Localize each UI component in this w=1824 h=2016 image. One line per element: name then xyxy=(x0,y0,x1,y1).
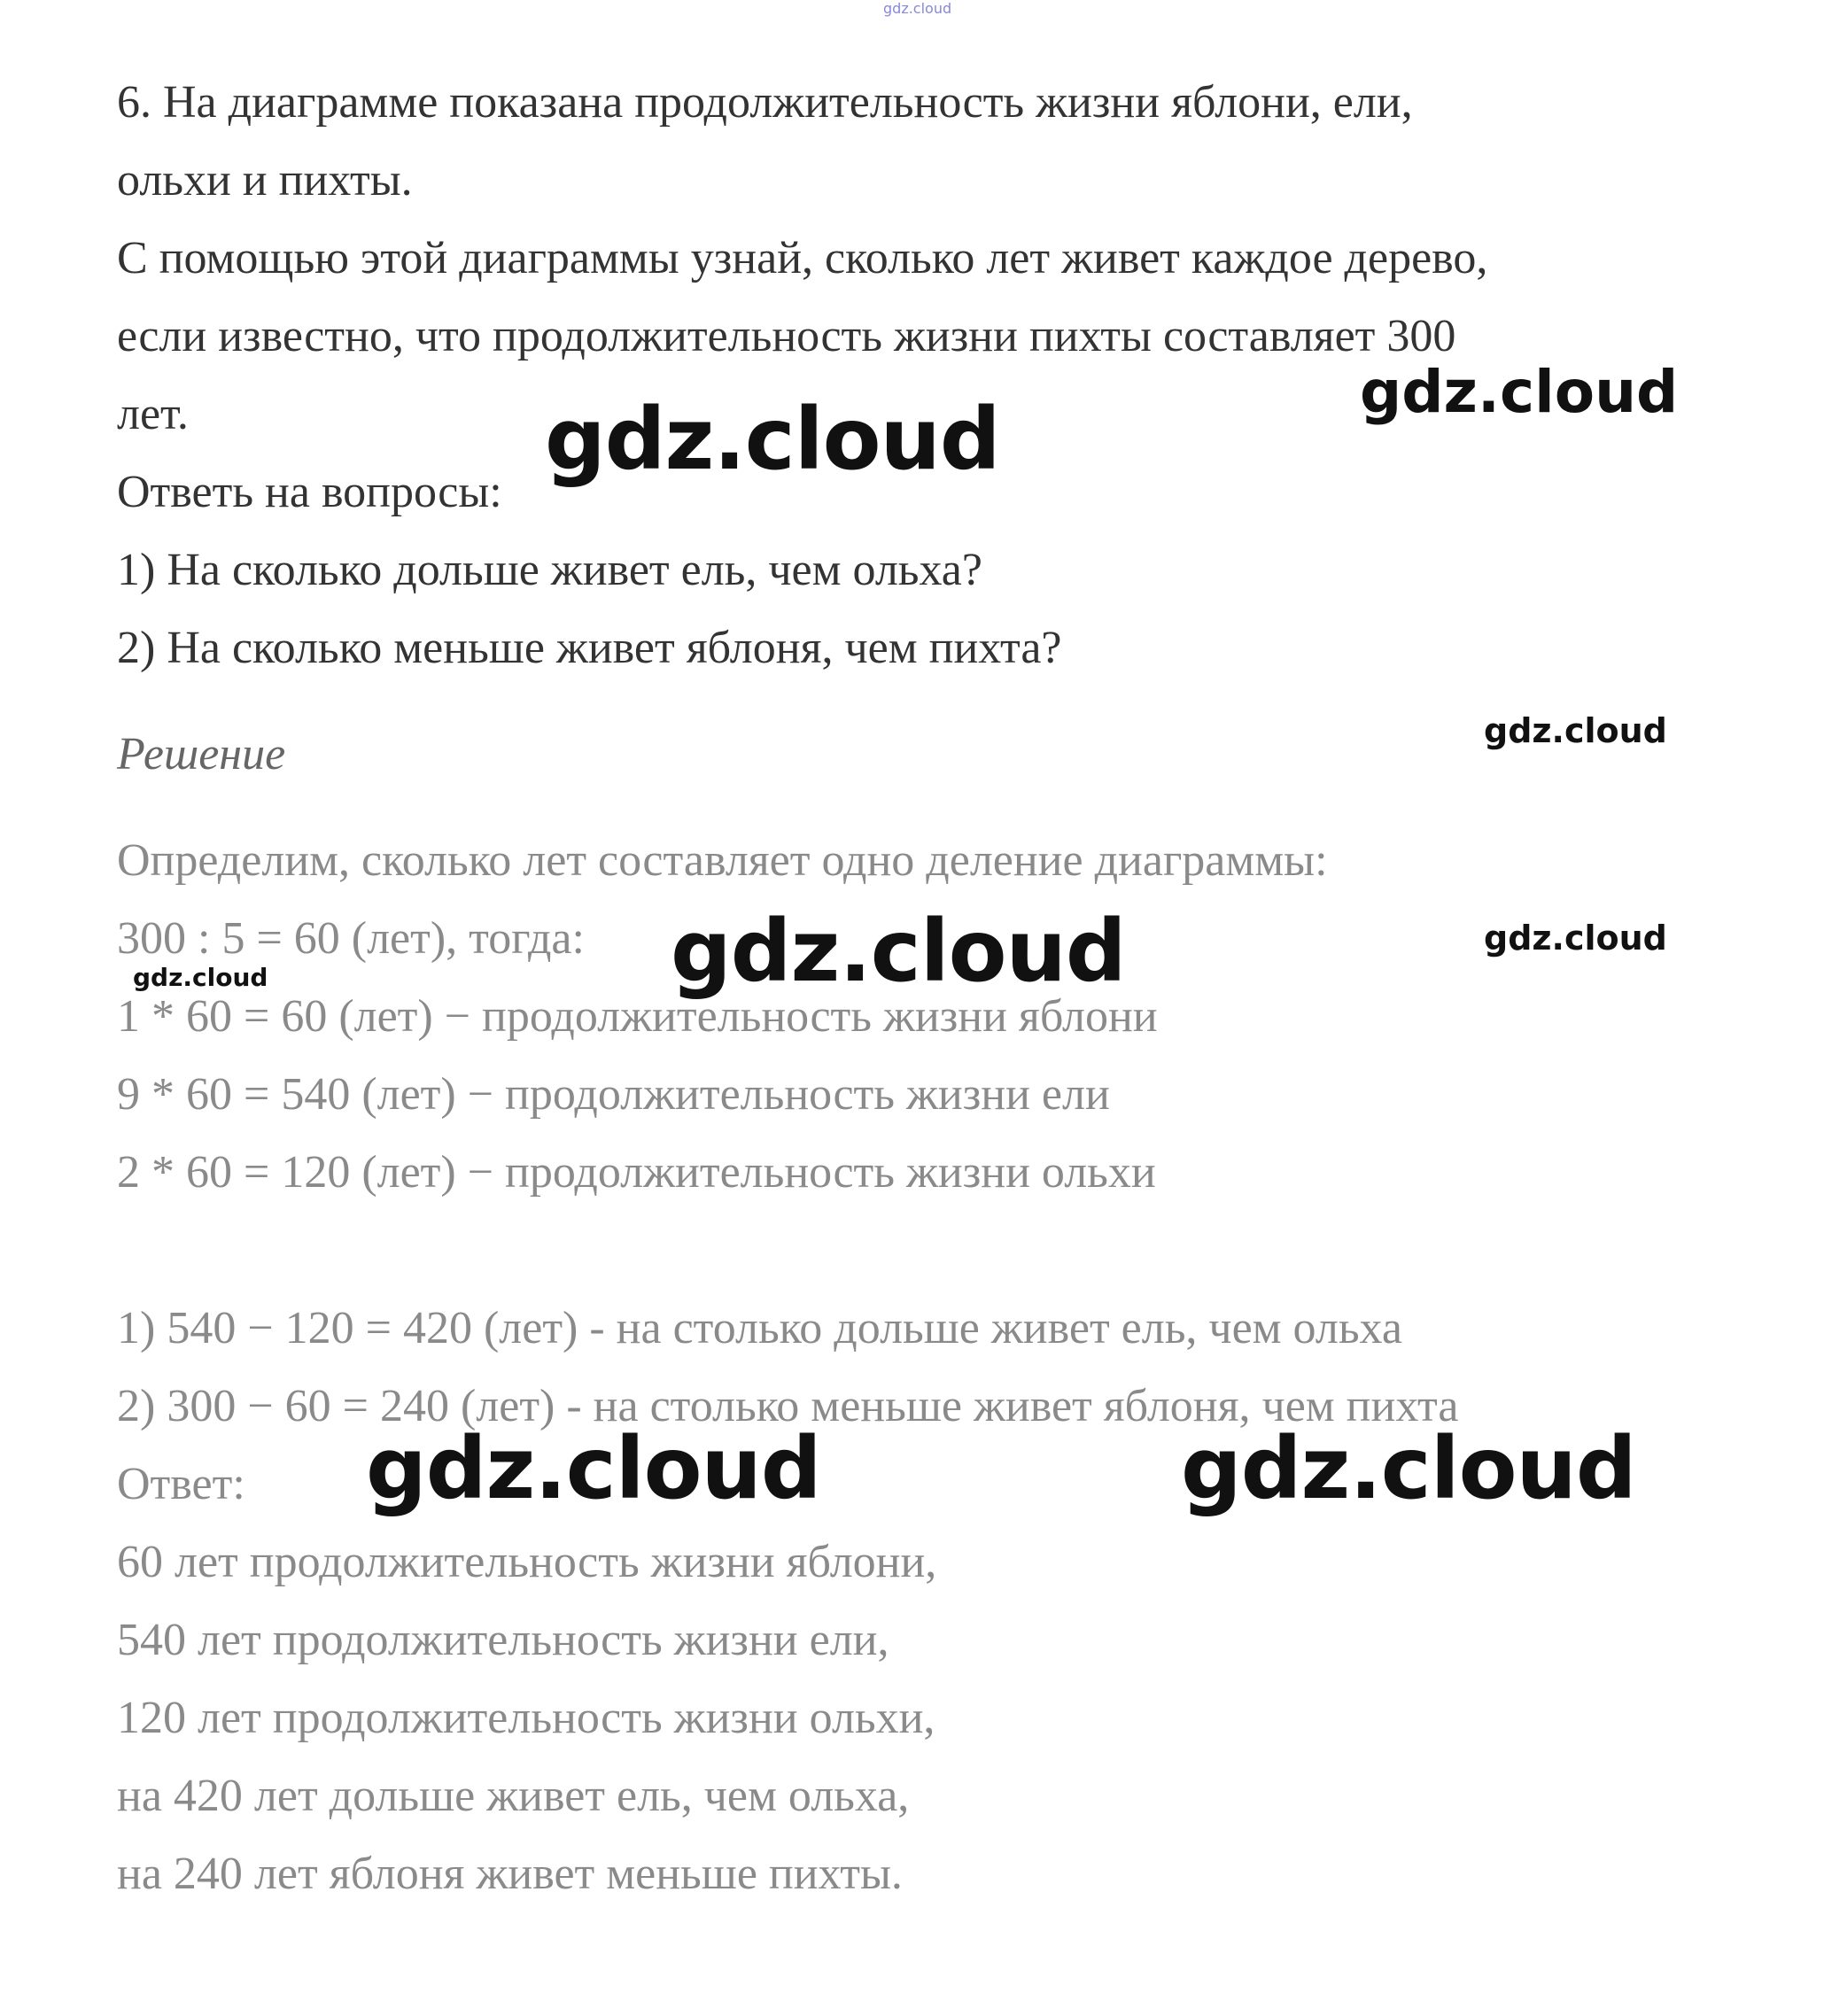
answer-line-5: на 240 лет яблоня живет меньше пихты. xyxy=(117,1849,903,1899)
task-line-3: С помощью этой диаграммы узнай, сколько лет живет каждое дерево, xyxy=(117,233,1488,283)
watermark-1: gdz.cloud xyxy=(1360,358,1679,426)
solution-line-5: 2 * 60 = 120 (лет) − продолжительность жизни ольхи xyxy=(117,1147,1156,1198)
answer-line-1: 60 лет продолжительность жизни яблони, xyxy=(117,1537,937,1587)
watermark-7: gdz.cloud xyxy=(366,1419,821,1518)
task-question-1: 1) На сколько дольше живет ель, чем ольха? xyxy=(117,545,982,595)
watermark-8: gdz.cloud xyxy=(1181,1419,1636,1518)
solution-line-2: 300 : 5 = 60 (лет), тогда: xyxy=(117,913,585,964)
answer-line-3: 120 лет продолжительность жизни ольхи, xyxy=(117,1693,935,1743)
task-line-4: если известно, что продолжительность жизни пихты составляет 300 xyxy=(117,311,1456,361)
watermark-top: gdz.cloud xyxy=(883,0,952,17)
solution-line-4: 9 * 60 = 540 (лет) − продолжительность жизни ели xyxy=(117,1069,1110,1120)
watermark-2: gdz.cloud xyxy=(545,390,1000,489)
watermark-4: gdz.cloud xyxy=(671,902,1126,1001)
answer-step-2: 2) 300 − 60 = 240 (лет) - на столько меньше живет яблоня, чем пихта xyxy=(117,1381,1459,1431)
watermark-5: gdz.cloud xyxy=(1484,919,1667,958)
solution-heading: Решение xyxy=(117,729,286,779)
watermark-6: gdz.cloud xyxy=(133,963,268,992)
task-line-2: ольхи и пихты. xyxy=(117,155,413,205)
task-question-2: 2) На сколько меньше живет яблоня, чем пихта? xyxy=(117,623,1062,673)
task-line-1: 6. На диаграмме показана продолжительность жизни яблони, ели, xyxy=(117,77,1413,128)
task-line-6: Ответь на вопросы: xyxy=(117,467,502,517)
watermark-3: gdz.cloud xyxy=(1484,711,1667,750)
answer-line-2: 540 лет продолжительность жизни ели, xyxy=(117,1615,889,1665)
task-line-5: лет. xyxy=(117,389,189,439)
solution-line-3: 1 * 60 = 60 (лет) − продолжительность жизни яблони xyxy=(117,991,1158,1042)
answer-step-1: 1) 540 − 120 = 420 (лет) - на столько дольше живет ель, чем ольха xyxy=(117,1303,1402,1353)
answer-label: Ответ: xyxy=(117,1459,245,1509)
answer-line-4: на 420 лет дольше живет ель, чем ольха, xyxy=(117,1771,910,1821)
solution-line-1: Определим, сколько лет составляет одно деление диаграммы: xyxy=(117,835,1328,886)
